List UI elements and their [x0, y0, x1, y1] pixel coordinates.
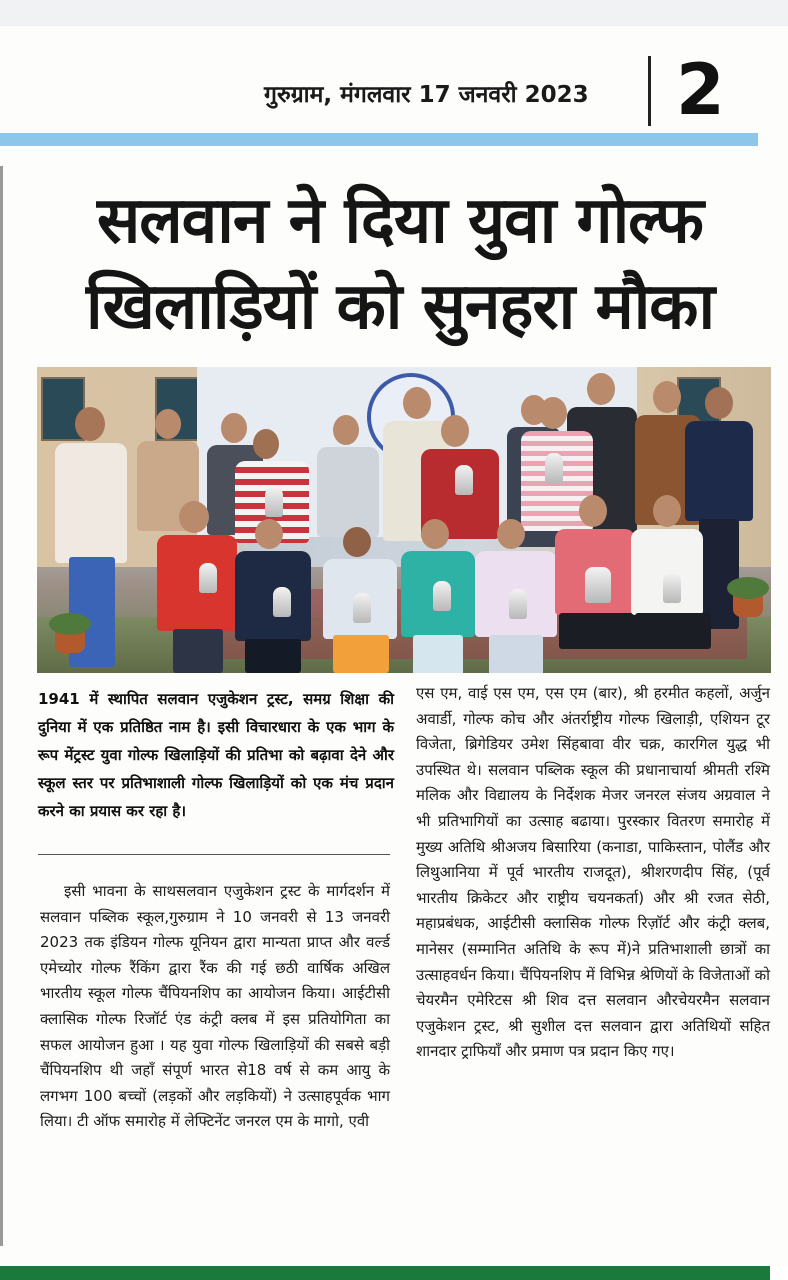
article-column-left	[40, 879, 390, 1135]
dateline: गुरुग्राम, मंगलवार 17 जनवरी 2023	[264, 82, 589, 108]
trophy	[585, 567, 611, 603]
trophy	[455, 465, 473, 495]
headline	[24, 178, 776, 350]
trophy	[509, 589, 527, 619]
masthead-divider	[648, 56, 651, 126]
viewer-top-bar	[0, 0, 788, 26]
page-number: 2	[676, 49, 725, 131]
footer-band	[0, 1266, 770, 1280]
trophy	[273, 587, 291, 617]
trophy	[433, 581, 451, 611]
article-lead: 1941 में स्थापित सलवान एजुकेशन ट्रस्ट, समग्र शिक्षा की दुनिया में एक प्रतिष्ठित नाम है। इसी विचारधारा के एक भाग के रूप मेंट्रस्ट युवा गोल्फ खिलाड़ियों की प्रतिभा को बढ़ावा देने और स्कूल स्तर पर प्रतिभाशाली गोल्फ खिलाड़ियों को एक मंच प्रदान करने का प्रयास कर रहा है।	[38, 690, 394, 820]
accent-band	[0, 133, 758, 146]
trophy	[265, 487, 283, 517]
left-column-rule	[0, 166, 3, 1246]
flower-pot	[733, 595, 763, 617]
article-column-right	[416, 681, 770, 1065]
trophy	[199, 563, 217, 593]
trophy	[545, 453, 563, 483]
headline-line-2: खिलाड़ियों को सुनहरा मौका	[85, 270, 715, 344]
group-photo	[37, 367, 771, 673]
trophy	[353, 593, 371, 623]
lead-divider	[38, 854, 390, 855]
trophy	[663, 573, 681, 603]
article-paragraph: इसी भावना के साथसलवान एजुकेशन ट्रस्ट के मार्गदर्शन में सलवान पब्लिक स्कूल,गुरुग्राम ने 10 जनवरी से 13 जनवरी 2023 तक इंडियन गोल्फ यूनियन द्वारा मान्यता प्राप्त और वर्ल्ड एमेच्योर गोल्फ रैंकिंग द्वारा रैंक की गई छठी वार्षिक अखिल भारतीय स्कूल गोल्फ चैंपियनशिप का आयोजन किया। आईटीसी क्लासिक गोल्फ रिजॉर्ट एंड कंट्री क्लब में इस प्रतियोगिता का सफल आयोजन हुआ । यह युवा गोल्फ खिलाड़ियों की सबसे बड़ी चैंपियनशिप थी जहाँ संपूर्ण भारत से18 वर्ष से कम आयु के लगभग 100 बच्चों (लड़कों और लड़कियों) ने उत्साहपूर्वक भाग लिया। टी ऑफ समारोह में लेफ्टिनेंट जनरल एम के मागो, एवी	[40, 882, 390, 1131]
headline-line-1: सलवान ने दिया युवा गोल्फ	[97, 184, 703, 258]
flower-pot	[55, 631, 85, 653]
article-paragraph: एस एम, वाई एस एम, एस एम (बार), श्री हरमीत कहलों, अर्जुन अवार्डी, गोल्फ कोच और अंतर्राष्ट्रीय गोल्फ खिलाड़ी, एशियन टूर विजेता, ब्रिगेडियर उमेश सिंहबावा वीर चक्र, कारगिल युद्ध भी उपस्थित थे। सलवान पब्लिक स्कूल की प्रधानाचार्या श्रीमती रश्मि मलिक और विद्यालय के निर्देशक मेजर जनरल संजय अग्रवाल ने भी प्रतिभागियों का उत्साह बढाया। पुरस्कार वितरण समारोह में मुख्य अतिथि श्रीअजय बिसारिया (कनाडा, पाकिस्तान, पोलैंड और लिथुआनिया में पूर्व भारतीय राजदूत), श्रीशरणदीप सिंह, (पूर्व भारतीय क्रिकेटर और राष्ट्रीय चयनकर्ता) और श्री रजत सेठी, महाप्रबंधक, आईटीसी क्लासिक गोल्फ रिज़ॉर्ट और कंट्री क्लब, मानेसर (सम्मानित अतिथि के रूप में)ने प्रतिभाशाली छात्रों का उत्साहवर्धन किया। चैंपियनशिप में विभिन्न श्रेणियों के विजेताओं को चेयरमैन एमेरिटस श्री शिव दत्त सलवान औरचेयरमैन सलवान एजुकेशन ट्रस्ट, श्री सुशील दत्त सलवान द्वारा अतिथियों सहित शानदार ट्राफियाँ और प्रमाण पत्र प्रदान किए गए।	[416, 684, 770, 1061]
